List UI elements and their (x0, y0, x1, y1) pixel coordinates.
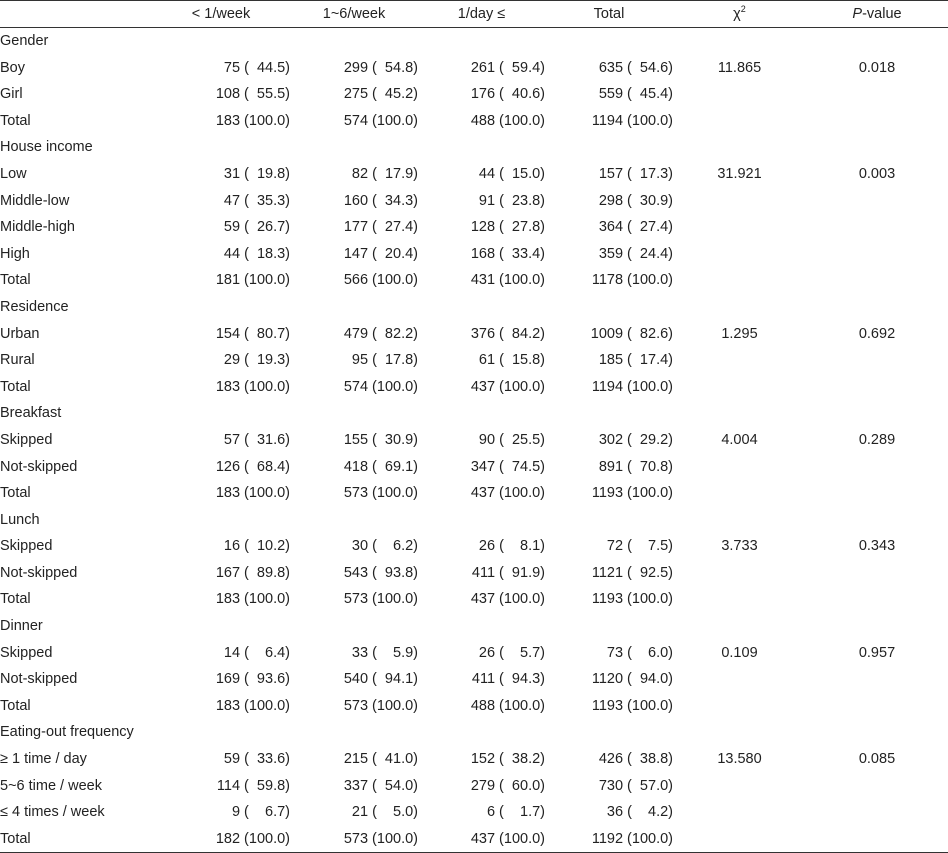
cell-p-value (806, 480, 948, 507)
row-label: Total (0, 697, 31, 714)
header-lt-1-week: < 1/week (152, 1, 290, 28)
cell-chi-square: 13.580 (717, 751, 762, 768)
cell-1-day-plus: 411 ( 91.9) (471, 564, 545, 581)
cell-1-day-plus: 44 ( 15.0) (478, 165, 545, 182)
cell-total: 1193 (100.0) (591, 591, 673, 608)
cell-chi-square (673, 214, 806, 241)
cell-1-6-week: 573 (100.0) (343, 485, 418, 502)
row-label: Boy (0, 59, 25, 76)
table-row (0, 427, 948, 454)
cell-lt-1-week: 9 ( 6.7) (231, 804, 290, 821)
cell-1-day-plus: 376 ( 84.2) (470, 325, 545, 342)
row-label: Total (0, 272, 31, 289)
table-row (0, 81, 948, 108)
section-title: Breakfast (0, 405, 62, 422)
table-row (0, 161, 948, 188)
cell-1-day-plus: 261 ( 59.4) (470, 59, 545, 76)
cell-1-day-plus: 176 ( 40.6) (470, 86, 545, 103)
table-row (0, 241, 948, 268)
table-row (0, 55, 948, 82)
cell-1-day-plus: 279 ( 60.0) (470, 777, 545, 794)
cell-chi-square (673, 454, 806, 481)
cell-p-value (806, 773, 948, 800)
table-row (0, 693, 948, 720)
cell-1-day-plus: 61 ( 15.8) (478, 352, 545, 369)
table-row (0, 640, 948, 667)
cell-1-day-plus: 488 (100.0) (470, 697, 545, 714)
cell-total: 1193 (100.0) (591, 485, 673, 502)
cell-1-day-plus: 26 ( 8.1) (478, 538, 545, 555)
table-row (0, 560, 948, 587)
table-row (0, 347, 948, 374)
section-title: Gender (0, 33, 49, 49)
table-row (0, 267, 948, 294)
section-row (0, 613, 948, 640)
cell-lt-1-week: 183 (100.0) (215, 697, 290, 714)
cell-chi-square: 3.733 (721, 538, 758, 555)
cell-chi-square (673, 374, 806, 401)
table-row (0, 188, 948, 215)
cell-lt-1-week: 59 ( 33.6) (223, 751, 290, 768)
cell-total: 559 ( 45.4) (598, 86, 673, 103)
table-row (0, 321, 948, 348)
table-row (0, 374, 948, 401)
header-blank (0, 1, 152, 28)
cell-total: 298 ( 30.9) (598, 192, 673, 209)
cell-p-value (806, 267, 948, 294)
cell-lt-1-week: 167 ( 89.8) (215, 564, 290, 581)
cell-p-value (806, 347, 948, 374)
cell-total: 157 ( 17.3) (598, 165, 673, 182)
cell-1-6-week: 574 (100.0) (343, 112, 418, 129)
cell-1-6-week: 479 ( 82.2) (343, 325, 418, 342)
section-row (0, 28, 948, 55)
cell-1-6-week: 21 ( 5.0) (351, 804, 418, 821)
cell-total: 1009 ( 82.6) (590, 325, 673, 342)
table-row (0, 533, 948, 560)
cell-total: 426 ( 38.8) (598, 751, 673, 768)
cell-1-6-week: 566 (100.0) (343, 272, 418, 289)
cell-1-day-plus: 128 ( 27.8) (470, 219, 545, 236)
cell-total: 1194 (100.0) (591, 378, 673, 395)
cell-chi-square (673, 693, 806, 720)
table-row (0, 826, 948, 853)
cell-p-value: 0.018 (858, 59, 896, 76)
row-label: Skipped (0, 538, 53, 555)
row-label: High (0, 245, 30, 262)
cell-p-value: 0.692 (858, 325, 896, 342)
cell-1-day-plus: 431 (100.0) (470, 272, 545, 289)
cell-1-6-week: 337 ( 54.0) (343, 777, 418, 794)
cell-lt-1-week: 181 (100.0) (215, 272, 290, 289)
cell-chi-square (673, 773, 806, 800)
cell-chi-square (673, 799, 806, 826)
cell-chi-square: 4.004 (721, 431, 758, 448)
cell-total: 1193 (100.0) (591, 697, 673, 714)
cell-total: 302 ( 29.2) (598, 431, 673, 448)
row-label: Total (0, 485, 31, 502)
cell-total: 1178 (100.0) (591, 272, 673, 289)
cell-chi-square (673, 826, 806, 853)
cell-total: 72 ( 7.5) (606, 538, 673, 555)
table-row (0, 746, 948, 773)
row-label: Skipped (0, 644, 53, 661)
cell-lt-1-week: 47 ( 35.3) (223, 192, 290, 209)
cell-1-day-plus: 437 (100.0) (418, 826, 545, 853)
cell-chi-square (673, 267, 806, 294)
cell-1-6-week: 95 ( 17.8) (351, 352, 418, 369)
section-title: Eating-out frequency (0, 724, 134, 741)
cell-p-value (806, 799, 948, 826)
cell-total: 1121 ( 92.5) (591, 564, 673, 581)
cell-1-6-week: 573 (100.0) (343, 591, 418, 608)
cell-total: 635 ( 54.6) (598, 59, 673, 76)
cell-chi-square (673, 480, 806, 507)
cell-lt-1-week: 154 ( 80.7) (215, 325, 290, 342)
cell-lt-1-week: 183 (100.0) (215, 485, 290, 502)
cell-p-value (806, 826, 948, 853)
row-label: ≥ 1 time / day (0, 751, 87, 768)
row-label: Total (0, 826, 152, 853)
cell-lt-1-week: 182 (100.0) (152, 826, 290, 853)
cell-lt-1-week: 114 ( 59.8) (216, 777, 290, 794)
header-total: Total (545, 1, 673, 28)
table-row (0, 586, 948, 613)
table-row (0, 773, 948, 800)
cell-chi-square (673, 347, 806, 374)
cell-p-value (806, 108, 948, 135)
cell-p-value (806, 560, 948, 587)
cell-lt-1-week: 31 ( 19.8) (223, 165, 290, 182)
cell-p-value (806, 374, 948, 401)
header-chi-square: $\chi^2$ (673, 1, 806, 28)
section-title: Dinner (0, 618, 43, 635)
row-label: Total (0, 591, 31, 608)
cell-chi-square: 0.109 (721, 644, 758, 661)
cell-lt-1-week: 16 ( 10.2) (223, 538, 290, 555)
cell-lt-1-week: 44 ( 18.3) (223, 245, 290, 262)
cell-1-day-plus: 91 ( 23.8) (478, 192, 545, 209)
section-title: House income (0, 139, 93, 156)
cell-p-value (806, 666, 948, 693)
section-title: Lunch (0, 511, 40, 528)
cell-1-6-week: 82 ( 17.9) (351, 165, 418, 182)
cell-p-value (806, 188, 948, 215)
cell-1-6-week: 30 ( 6.2) (351, 538, 418, 555)
table-row (0, 799, 948, 826)
cell-total: 185 ( 17.4) (598, 352, 673, 369)
row-label: Rural (0, 352, 35, 369)
cell-lt-1-week: 169 ( 93.6) (215, 671, 290, 688)
cell-1-6-week: 160 ( 34.3) (343, 192, 418, 209)
row-label: Skipped (0, 431, 53, 448)
cell-chi-square (673, 108, 806, 135)
cell-1-6-week: 177 ( 27.4) (343, 219, 418, 236)
cell-p-value (806, 454, 948, 481)
cell-1-day-plus: 437 (100.0) (470, 591, 545, 608)
table-row (0, 108, 948, 135)
cell-p-value: 0.289 (858, 431, 896, 448)
section-row (0, 294, 948, 321)
cell-1-6-week: 33 ( 5.9) (351, 644, 418, 661)
cell-p-value: 0.343 (858, 538, 896, 555)
cell-chi-square (673, 241, 806, 268)
cell-p-value (806, 81, 948, 108)
cell-lt-1-week: 75 ( 44.5) (223, 59, 290, 76)
table-row (0, 454, 948, 481)
row-label: ≤ 4 times / week (0, 804, 105, 821)
cell-lt-1-week: 183 (100.0) (215, 378, 290, 395)
cell-1-6-week: 299 ( 54.8) (343, 59, 418, 76)
section-row (0, 400, 948, 427)
cell-chi-square (673, 81, 806, 108)
cell-1-6-week: 155 ( 30.9) (343, 431, 418, 448)
cell-chi-square (673, 586, 806, 613)
section-row (0, 507, 948, 534)
cell-1-6-week: 574 (100.0) (343, 378, 418, 395)
section-title: Residence (0, 298, 69, 315)
cell-1-6-week: 215 ( 41.0) (343, 751, 418, 768)
cell-total: 1194 (100.0) (591, 112, 673, 129)
row-label: Urban (0, 325, 40, 342)
row-label: 5~6 time / week (0, 777, 102, 794)
cell-1-6-week: 573 (100.0) (343, 697, 418, 714)
table-body (0, 28, 948, 853)
row-label: Not-skipped (0, 671, 78, 688)
cell-1-6-week: 147 ( 20.4) (343, 245, 418, 262)
cell-1-day-plus: 168 ( 33.4) (470, 245, 545, 262)
row-label: Not-skipped (0, 458, 78, 475)
cell-total: 891 ( 70.8) (598, 458, 673, 475)
header-1-day-plus: 1/day ≤ (418, 1, 545, 28)
cell-total: 730 ( 57.0) (598, 777, 673, 794)
cell-total: 364 ( 27.4) (598, 219, 673, 236)
cell-total: 73 ( 6.0) (606, 644, 673, 661)
section-row (0, 719, 948, 746)
cell-1-day-plus: 152 ( 38.2) (470, 751, 545, 768)
header-1-6-week: 1~6/week (290, 1, 418, 28)
cell-1-day-plus: 488 (100.0) (470, 112, 545, 129)
cell-total: 359 ( 24.4) (598, 245, 673, 262)
table-header (0, 1, 948, 28)
row-label: Not-skipped (0, 564, 78, 581)
table-row (0, 480, 948, 507)
cell-1-day-plus: 6 ( 1.7) (486, 804, 545, 821)
cell-1-day-plus: 437 (100.0) (470, 485, 545, 502)
section-row (0, 134, 948, 161)
cell-lt-1-week: 183 (100.0) (215, 591, 290, 608)
cell-p-value: 0.003 (858, 165, 896, 182)
cell-1-day-plus: 26 ( 5.7) (478, 644, 545, 661)
cell-p-value (806, 241, 948, 268)
cell-chi-square: 11.865 (717, 59, 762, 76)
cell-lt-1-week: 59 ( 26.7) (223, 219, 290, 236)
row-label: Middle-low (0, 192, 70, 209)
cell-1-day-plus: 437 (100.0) (470, 378, 545, 395)
cell-chi-square: 31.921 (717, 165, 762, 182)
cell-chi-square: 1.295 (721, 325, 758, 342)
cell-total: 36 ( 4.2) (606, 804, 673, 821)
cell-chi-square (673, 560, 806, 587)
cell-1-6-week: 573 (100.0) (290, 826, 418, 853)
cell-lt-1-week: 29 ( 19.3) (223, 352, 290, 369)
row-label: Total (0, 378, 31, 395)
header-p-value: P-value (806, 1, 948, 28)
cell-total: 1192 (100.0) (545, 826, 673, 853)
cell-1-day-plus: 411 ( 94.3) (471, 671, 545, 688)
row-label: Low (0, 165, 27, 182)
cell-lt-1-week: 14 ( 6.4) (223, 644, 290, 661)
cell-1-6-week: 540 ( 94.1) (343, 671, 418, 688)
cell-p-value (806, 586, 948, 613)
cell-p-value: 0.957 (858, 644, 896, 661)
cell-lt-1-week: 183 (100.0) (215, 112, 290, 129)
table-row (0, 214, 948, 241)
cell-1-6-week: 543 ( 93.8) (343, 564, 418, 581)
cell-lt-1-week: 126 ( 68.4) (215, 458, 290, 475)
cell-1-6-week: 275 ( 45.2) (343, 86, 418, 103)
row-label: Girl (0, 86, 23, 103)
cell-p-value (806, 693, 948, 720)
cell-p-value (806, 214, 948, 241)
cell-chi-square (673, 666, 806, 693)
cell-total: 1120 ( 94.0) (591, 671, 673, 688)
cell-p-value: 0.085 (858, 751, 896, 768)
row-label: Total (0, 112, 31, 129)
cell-1-day-plus: 347 ( 74.5) (470, 458, 545, 475)
cell-1-6-week: 418 ( 69.1) (343, 458, 418, 475)
cell-1-day-plus: 90 ( 25.5) (478, 431, 545, 448)
table-row (0, 666, 948, 693)
cell-lt-1-week: 57 ( 31.6) (223, 431, 290, 448)
cell-lt-1-week: 108 ( 55.5) (215, 86, 290, 103)
row-label: Middle-high (0, 219, 75, 236)
cell-chi-square (673, 188, 806, 215)
